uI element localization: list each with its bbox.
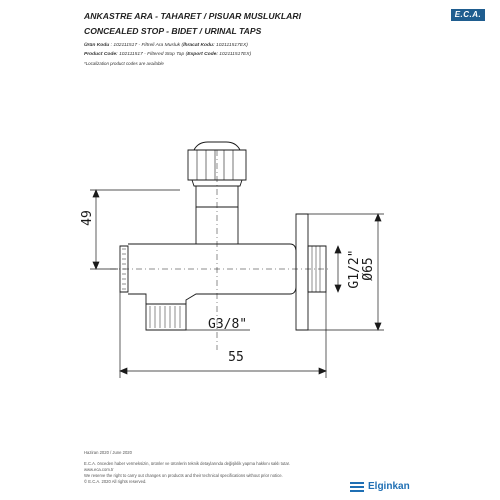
elginkan-brand <box>350 481 410 492</box>
product-code-tr-value: : 102111517 - Filtreli Ara Musluk <box>110 43 181 48</box>
brand-name: Elginkan <box>368 481 410 492</box>
valve-body <box>128 244 296 304</box>
footer-date: Haziran 2020 / June 2020 <box>84 450 132 455</box>
page-subtitle: CONCEALED STOP - BIDET / URINAL TAPS <box>84 26 262 36</box>
dim-diameter-arrow-up <box>375 214 381 221</box>
dim-thread-bottom-label: G3/8" <box>208 317 248 332</box>
footer-website[interactable]: www.eca.com.tr <box>84 467 114 472</box>
footer-notice-en: We reserve the right to carry out changes on products and their technical specifications without prior notice. <box>84 473 283 478</box>
product-code-en-value: 102111517 - Filtered Stop Tap <box>119 52 185 57</box>
page-title: ANKASTRE ARA - TAHARET / PISUAR MUSLUKLARI <box>84 11 302 21</box>
dim-thread-top-label: G1/2" <box>347 249 362 289</box>
product-code-tr: Ürün Kodu : 102111517 - Filtreli Ara Musluk (İhracat Kodu: 102111517EX) <box>84 43 248 48</box>
dim-width-arrow-left <box>120 368 127 374</box>
product-code-en: Product Code: 102111517 - Filtered Stop Tap (Export Code: 102111517EX) <box>84 52 252 57</box>
eca-logo: E.C.A. <box>451 9 485 21</box>
dim-height-arrow-top <box>93 190 99 197</box>
dim-diameter-arrow-down <box>375 323 381 330</box>
export-code-tr-label: İhracat Kodu: <box>183 43 215 48</box>
handle-ribs <box>197 150 233 180</box>
dim-height-label: 49 <box>80 210 95 226</box>
dim-thread-top-arrow-down <box>335 285 341 292</box>
footer-notice-tr: E.C.A. önceden haber vermeksizin, ürünler ve ürünlerin teknik detaylarında değişiklik yapma hakkını saklı tutar. <box>84 461 290 466</box>
handle-top-edge <box>194 142 240 150</box>
export-code-en-label: Export Code: <box>187 52 218 57</box>
product-code-tr-label: Ürün Kodu <box>84 43 110 48</box>
localization-note: *Localization product codes are available <box>84 61 164 66</box>
outlet-thread <box>150 306 180 328</box>
export-code-en-value: 102111517EX) <box>219 52 252 57</box>
valve-body-vertical <box>196 207 238 244</box>
product-code-en-label: Product Code: <box>84 52 118 57</box>
rosette-plate <box>296 214 308 330</box>
dim-height-arrow-bottom <box>93 262 99 269</box>
export-code-tr-value: 102111517EX) <box>216 43 248 48</box>
dim-width-arrow-right <box>319 368 326 374</box>
dim-width-label: 55 <box>228 350 244 365</box>
dim-thread-top-arrow-up <box>335 246 341 253</box>
elginkan-logo-icon <box>350 482 364 492</box>
dim-diameter-label: Ø65 <box>361 257 376 281</box>
footer-copyright: © E.C.A. 2020 All rights reserved. <box>84 479 147 484</box>
